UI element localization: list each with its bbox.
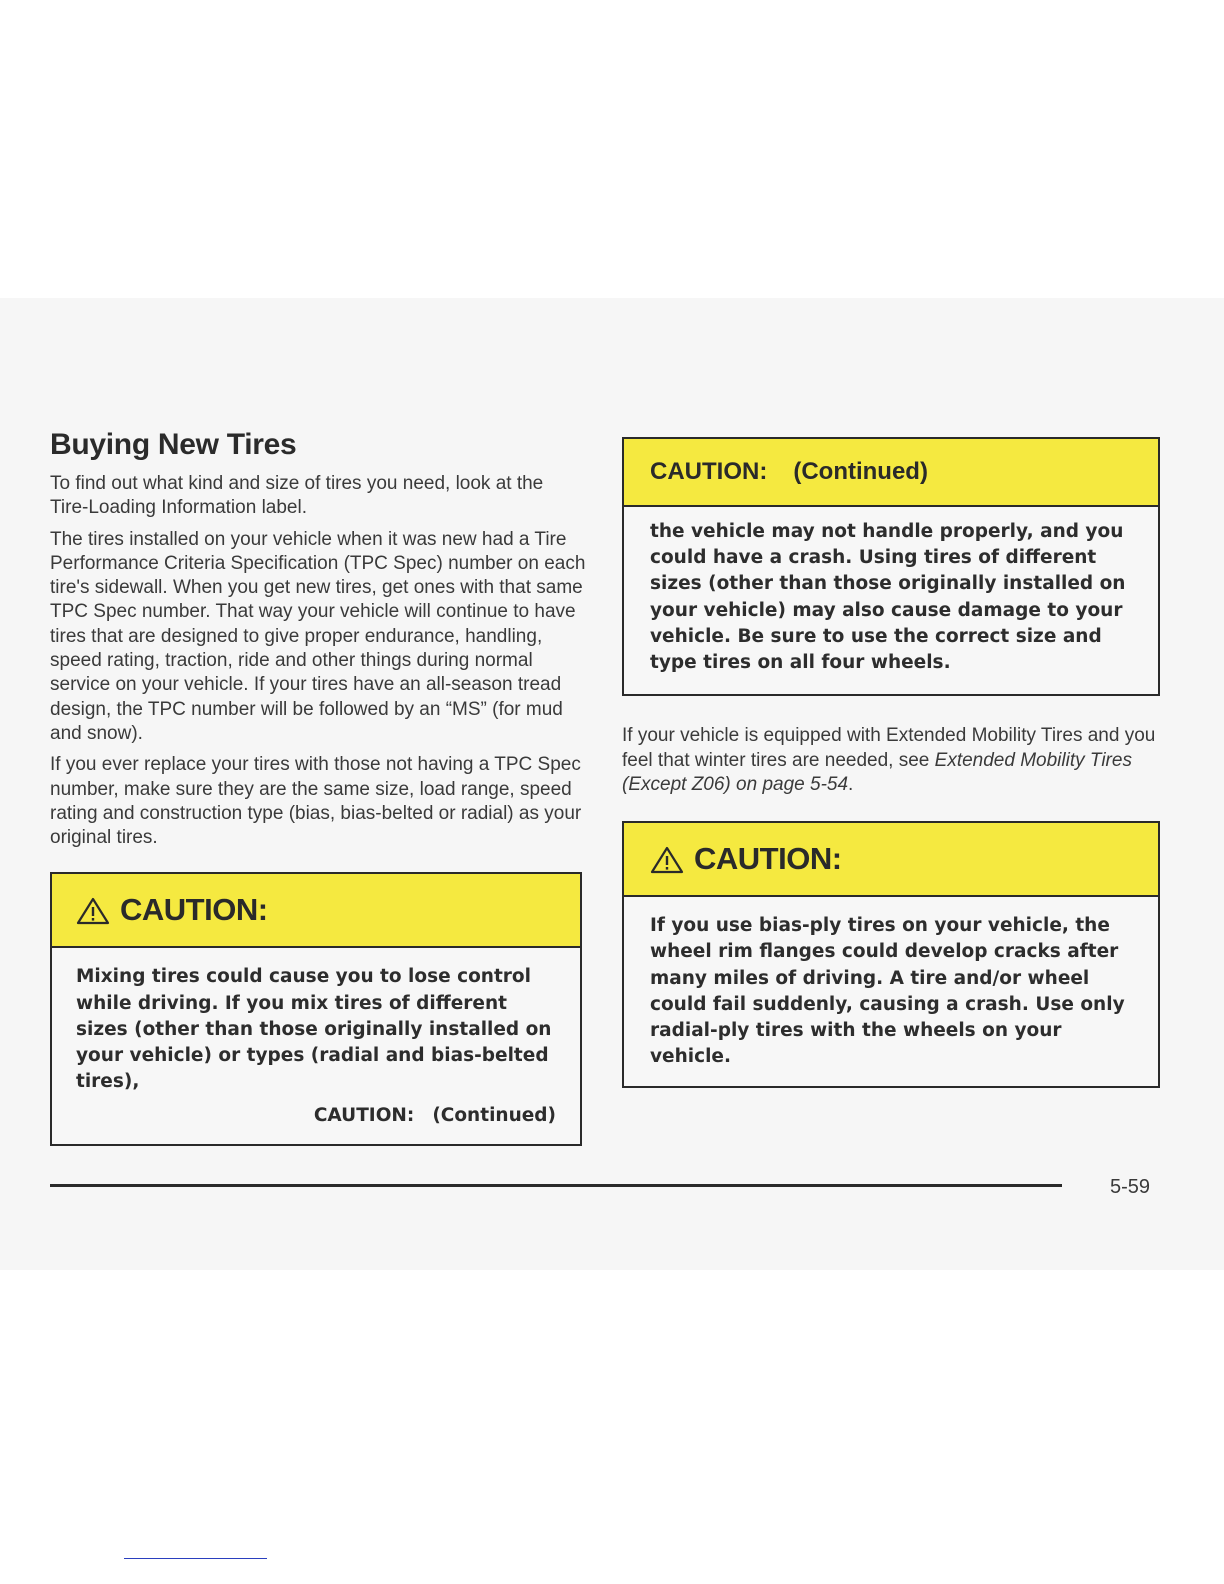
caution-box-continued [622, 437, 1160, 696]
warning-triangle-icon [650, 845, 684, 875]
bottom-link-underline [124, 1558, 267, 1559]
right-column [622, 437, 1162, 1088]
caution-header [52, 874, 580, 948]
page-number: 5-59 [1110, 1176, 1151, 1198]
footer-rule [50, 1184, 1062, 1187]
warning-triangle-icon [76, 896, 110, 926]
emt-reference-link[interactable]: Extended Mobility Tires (Except Z06) on page 5-54 [622, 749, 1132, 795]
left-column [50, 428, 586, 1146]
emt-text: If your vehicle is equipped with Extended Mobility Tires and you feel that winter tires are needed, see [622, 725, 1156, 771]
caution-continued-title-cont: (Continued) [793, 458, 928, 485]
caution-body: Mixing tires could cause you to lose control while driving. If you mix tires of different sizes (other than those originally installed on your vehicle) or types (radial and bias-belted tires), [76, 966, 552, 1093]
caution-header [624, 823, 1158, 897]
caution-continued-note [52, 1105, 580, 1144]
section-title: Buying New Tires [50, 428, 297, 461]
intro-paragraph: To find out what kind and size of tires you need, look at the Tire-Loading Information label. [50, 473, 544, 519]
caution-box-bias-ply [622, 821, 1160, 1088]
caution-continued-title-label: CAUTION: [650, 458, 768, 485]
replace-paragraph: If you ever replace your tires with those not having a TPC Spec number, make sure they are the same size, load range, speed rating and construction type (bias, bias-belted or radial) as your original tires. [50, 754, 582, 849]
caution-box-mixing-tires [50, 872, 582, 1146]
emt-end: . [848, 773, 854, 795]
caution-body: If you use bias-ply tires on your vehicle, the wheel rim flanges could develop cracks after many miles of driving. A tire and/or wheel could fail suddenly, causing a crash. Use only radial-ply tires with the wheels on your vehicle. [650, 915, 1125, 1068]
caution-title: CAUTION: [694, 841, 842, 877]
tpc-paragraph: The tires installed on your vehicle when it was new had a Tire Performance Criteria Specification (TPC Spec) number on each tire's sidewall. When you get new tires, get ones with that same TPC Spec number. That way your vehicle will continue to have tires that are designed to give proper endurance, handling, speed rating, traction, ride and other things during normal service on your vehicle. If your tires have an all-season tread design, the TPC number will be followed by an “MS” (for mud and snow). [50, 528, 586, 744]
emt-paragraph [622, 724, 1162, 797]
caution-continued-label: CAUTION: [313, 1105, 415, 1127]
caution-title: CAUTION: [120, 892, 268, 928]
caution-continued-body: the vehicle may not handle properly, and you could have a crash. Using tires of different sizes (other than those originally installed on your vehicle) may also cause damage to your vehicle. Be sure to use the correct size and type tires on all four wheels. [650, 521, 1126, 674]
caution-continued-header [624, 439, 1158, 507]
caution-continued-text: (Continued) [432, 1105, 556, 1127]
